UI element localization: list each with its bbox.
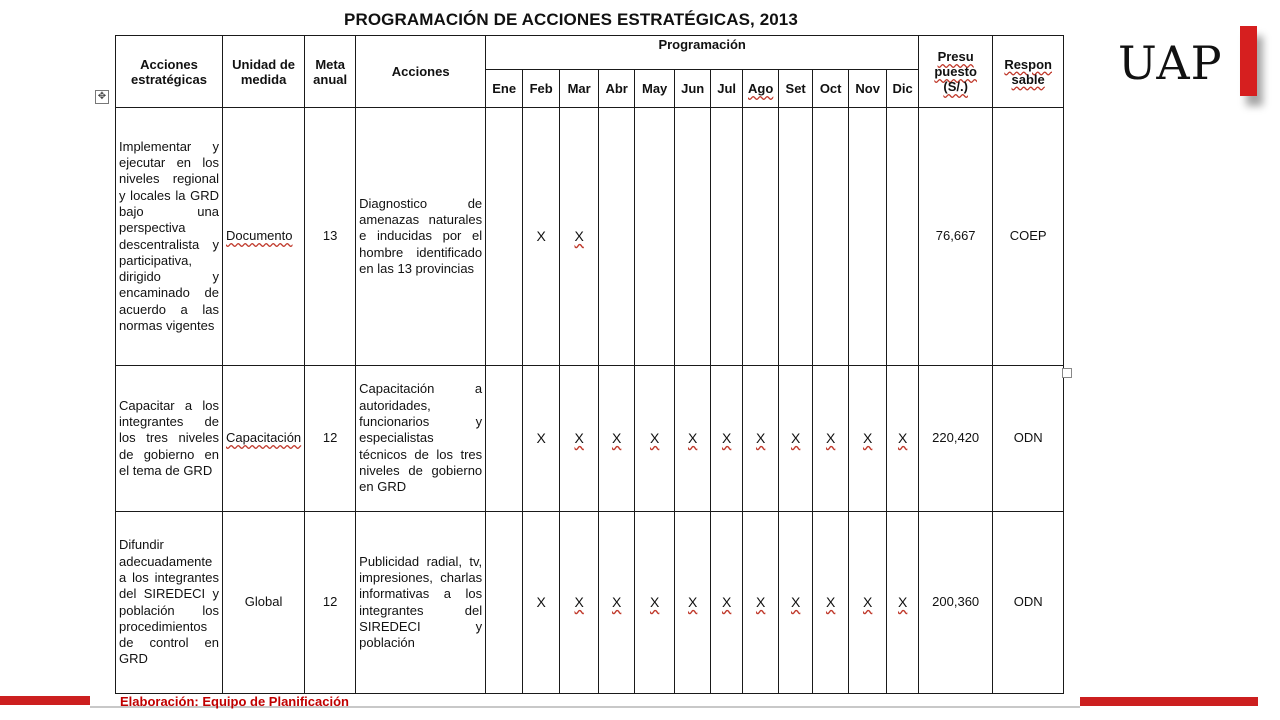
header-programacion: Programación — [486, 36, 919, 70]
month-cell: X — [523, 366, 560, 512]
table-row — [116, 108, 1064, 366]
presupuesto-cell: 200,360 — [919, 512, 993, 694]
month-cell: X — [599, 366, 635, 512]
unidad-cell: Documento — [223, 108, 305, 366]
month-cell — [813, 108, 849, 366]
header-responsable: Respon sable — [993, 36, 1064, 108]
month-cell: X — [711, 512, 743, 694]
responsable-cell: ODN — [993, 512, 1064, 694]
uap-logo: UAP — [1118, 36, 1223, 90]
month-cell: X — [635, 512, 675, 694]
month-cell: X — [849, 366, 887, 512]
unidad-cell: Capacitación — [223, 366, 305, 512]
accion-estrategica-cell: Implementar y ejecutar en los niveles regional y locales la GRD bajo una perspectiva descentralista y participativa, dirigido y encaminado de acuerdo a las normas vigentes — [116, 108, 223, 366]
month-cell — [635, 108, 675, 366]
header-month: Ago — [743, 70, 779, 108]
header-unidad-medida: Unidad de medida — [223, 36, 305, 108]
month-cell: X — [523, 512, 560, 694]
header-acciones: Acciones — [356, 36, 486, 108]
header-month: Dic — [887, 70, 919, 108]
month-cell: X — [635, 366, 675, 512]
month-cell: X — [599, 512, 635, 694]
accion-cell: Capacitación a autoridades, funcionarios y especialistas técnicos de los tres niveles de gobierno en GRD — [356, 366, 486, 512]
footer-source-label: Elaboración: Equipo de Planificación — [120, 694, 349, 709]
page-title: PROGRAMACIÓN DE ACCIONES ESTRATÉGICAS, 2013 — [344, 10, 798, 29]
month-cell: X — [743, 512, 779, 694]
month-cell: X — [887, 366, 919, 512]
presupuesto-cell: 76,667 — [919, 108, 993, 366]
month-cell — [486, 366, 523, 512]
accion-cell: Diagnostico de amenazas naturales e inducidas por el hombre identificado en las 13 provincias — [356, 108, 486, 366]
month-cell: X — [523, 108, 560, 366]
month-cell: X — [711, 366, 743, 512]
header-month: Mar — [560, 70, 599, 108]
month-cell — [486, 108, 523, 366]
table-resize-handle[interactable] — [1062, 368, 1072, 378]
month-cell: X — [779, 366, 813, 512]
month-cell: X — [560, 366, 599, 512]
month-cell: X — [743, 366, 779, 512]
responsable-cell: COEP — [993, 108, 1064, 366]
header-acciones-estrategicas: Acciones estratégicas — [116, 36, 223, 108]
month-cell: X — [560, 512, 599, 694]
header-month: Ene — [486, 70, 523, 108]
header-month: May — [635, 70, 675, 108]
unidad-cell: Global — [223, 512, 305, 694]
month-cell: X — [813, 366, 849, 512]
month-cell: X — [813, 512, 849, 694]
header-month: Oct — [813, 70, 849, 108]
meta-cell: 13 — [305, 108, 356, 366]
month-cell: X — [560, 108, 599, 366]
meta-cell: 12 — [305, 366, 356, 512]
accion-estrategica-cell: Capacitar a los integrantes de los tres niveles de gobierno en el tema de GRD — [116, 366, 223, 512]
table-row — [116, 512, 1064, 694]
month-cell — [887, 108, 919, 366]
decorative-red-bar — [0, 696, 90, 705]
month-cell: X — [675, 512, 711, 694]
month-cell — [675, 108, 711, 366]
header-month: Abr — [599, 70, 635, 108]
table-row — [116, 366, 1064, 512]
logo-accent-bar — [1240, 26, 1257, 96]
month-cell: X — [849, 512, 887, 694]
presupuesto-cell: 220,420 — [919, 366, 993, 512]
month-cell — [779, 108, 813, 366]
decorative-red-bar — [1080, 697, 1258, 706]
header-meta-anual: Meta anual — [305, 36, 356, 108]
month-cell: X — [887, 512, 919, 694]
accion-cell: Publicidad radial, tv, impresiones, charlas informativas a los integrantes del SIREDECI y población — [356, 512, 486, 694]
responsable-cell: ODN — [993, 366, 1064, 512]
header-month: Feb — [523, 70, 560, 108]
table-move-handle-icon[interactable]: ✥ — [95, 90, 109, 104]
month-cell — [743, 108, 779, 366]
month-cell — [711, 108, 743, 366]
header-month: Set — [779, 70, 813, 108]
accion-estrategica-cell: Difundir adecuadamente a los integrantes del SIREDECI y población los procedimientos de control en GRD — [116, 512, 223, 694]
header-month: Jul — [711, 70, 743, 108]
month-cell — [599, 108, 635, 366]
month-cell — [849, 108, 887, 366]
meta-cell: 12 — [305, 512, 356, 694]
header-month: Jun — [675, 70, 711, 108]
strategic-actions-table — [115, 35, 1064, 694]
header-presupuesto: Presu puesto (S/.) — [919, 36, 993, 108]
month-cell: X — [779, 512, 813, 694]
header-month: Nov — [849, 70, 887, 108]
month-cell: X — [675, 366, 711, 512]
month-cell — [486, 512, 523, 694]
